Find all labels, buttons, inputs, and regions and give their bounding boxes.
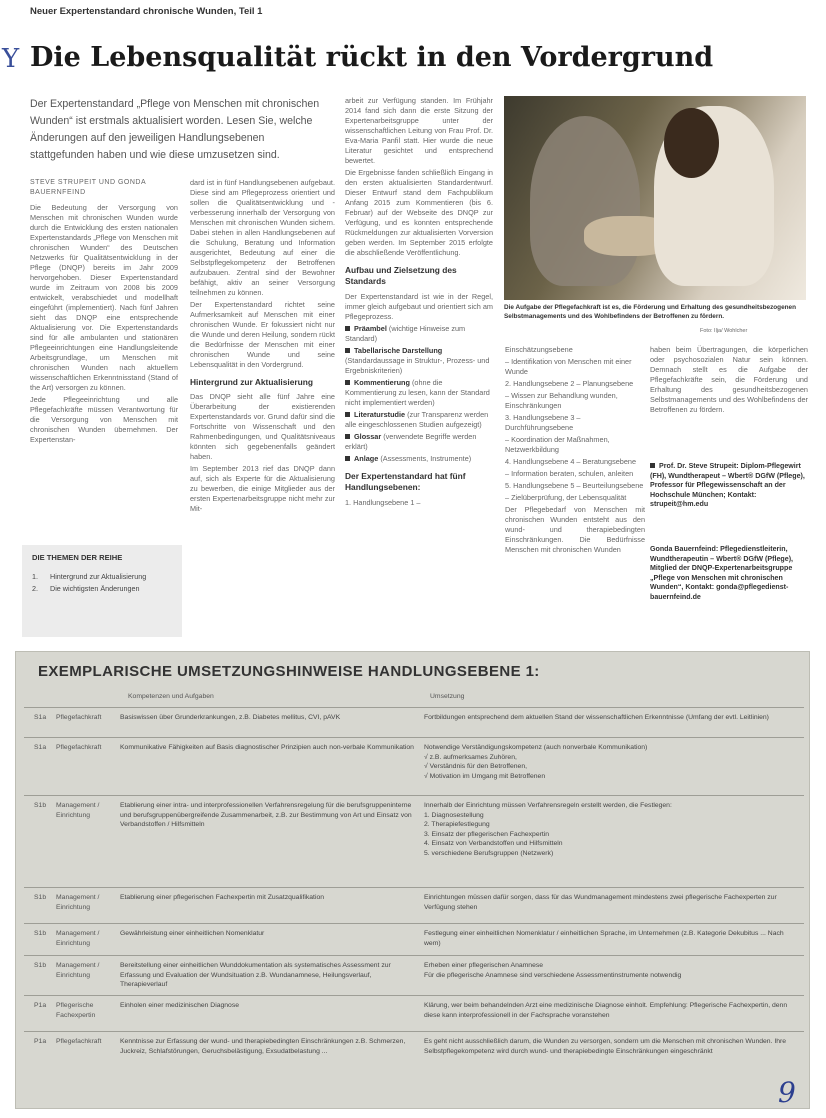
author-bio-bauernfeind: Gonda Bauernfeind: Pflegedienstleiterin, Wundtherapeutin – Wbert® DGfW (Pflege), Mitglied der DNQP-Expertenarbeitsgruppe „Pflege von Menschen mit chronischen Wunden“, Kontakt: gonda@pflegedienst-bauernfeind.de: [650, 545, 794, 601]
paragraph: Der Pflegebedarf von Menschen mit chronischen Wunden entsteht aus den wund- und therapiebedingten Einschränkungen. Die Bedürfnisse Menschen mit chronischen Wunden: [505, 504, 645, 554]
section-heading: Hintergrund zur Aktualisierung: [190, 376, 313, 387]
implementation-table: [24, 707, 804, 1071]
implementation-table-box: [15, 651, 810, 1109]
list-item: Glossar (verwendete Begriffe werden erklärt): [345, 431, 477, 451]
table-row: [24, 923, 804, 955]
table-row: [24, 1031, 804, 1071]
table-cell-impl: Es geht nicht ausschließlich darum, die Wunden zu versorgen, sondern um die Menschen mit chronischen Wunden. Ihre Selbstpflegekompetenz wird durch wund- und therapiebedingte Einschränkungen eingeschränkt: [424, 1038, 787, 1055]
paragraph: Der Expertenstandard ist wie in der Regel, immer gleich aufgebaut und orientiert sich am Pflegeprozess.: [345, 291, 493, 321]
table-cell-task: Einholen einer medizinischen Diagnose: [120, 1002, 240, 1009]
paragraph: Die Bedeutung der Versorgung von Menschen mit chronischen Wunden wurde durch die Entwicklung des ersten nationalen Expertenstandards „Pflege von Menschen mit chronischen Wunden“ des Deutschen Netzwerks für Qualitätsentwicklung in der Pflege (DNQP) bereits im Jahr 2009 hervorgehoben. Dieser Expertenstandard wurde im Zeitraum von 2008 bis 2009 entwickelt, verabschiedet und modellhaft eingeführt (implementiert). Nach fünf Jahren sieht das DNQP eine entsprechende Aktualisierung vor. Die Expertenstandards sind für alle ambulanten und stationären Pflegeeinrichtungen eine Handlungsleitende Arbeitsgrundlage, um Menschen mit chronischen Wunden nach aktuellem wissenschaftlichen Erkenntnisstand (Stand of the Art) versorgen zu können.: [30, 203, 178, 392]
table-cell-impl: Innerhalb der Einrichtung müssen Verfahrensregeln erstellt werden, die Festlegen: 1. Diagnosestellung 2. Therapiefestlegung 3. Einsatz der pflegerischen Fachexpertin 4. Einsatz von Verbandstoffen und Hilfsmitteln 5. verschiedene Berufsgruppen (Netzwerk): [424, 802, 672, 857]
table-cell-impl: Klärung, wer beim behandelnden Arzt eine medizinische Diagnose einholt. Empfehlung: Pflegerische Fachexpertin, denn diese kann interprofessionell in der Fachsprache voranstehen: [424, 1002, 788, 1019]
table-cell-impl: Einrichtungen müssen dafür sorgen, dass für das Wundmanagement mindestens zwei pflegerische Fachexperten zur Verfügung stehen: [424, 894, 777, 911]
table-row: [24, 995, 804, 1031]
table-cell-code: S1b: [34, 930, 47, 937]
table-row: [24, 955, 804, 995]
level-line: – Identifikation von Menschen mit einer Wunde: [505, 356, 632, 376]
level-line: 2. Handlungsebene 2 – Planungsebene: [505, 378, 634, 388]
section-heading: Aufbau und Zielsetzung des Standards: [345, 264, 457, 287]
column-3: [345, 96, 493, 634]
list-item: Kommentierung (ohne die Kommentierung zu lesen, kann der Standard nicht implementiert werden): [345, 377, 490, 407]
structure-list: [345, 324, 493, 464]
series-topics-title: DIE THEMEN DER REIHE: [32, 553, 123, 562]
paragraph: Im September 2013 rief das DNQP dann auf, sich als Experte für die Aktualisierung zu bewerben, die einige Mitglieder aus der ersten Expertenarbeitsgruppe nicht mehr zur Mit-: [190, 464, 335, 514]
level-line: Einschätzungsebene: [505, 345, 573, 354]
article-title: Die Lebensqualität rückt in den Vordergrund: [30, 42, 714, 73]
level-line: 3. Handlungsebene 3 – Durchführungsebene: [505, 412, 581, 432]
table-header-implementation: Umsetzung: [430, 693, 465, 700]
table-cell-code: S1b: [34, 962, 47, 969]
author-line: STEVE STRUPEIT UND GONDA BAUERNFEIND: [30, 179, 146, 196]
level-line: – Koordination der Maßnahmen, Netzwerkbildung: [505, 434, 610, 454]
table-header-tasks: Kompetenzen und Aufgaben: [128, 693, 214, 700]
series-topic-item: 1. Hintergrund zur Aktualisierung: [32, 572, 147, 581]
table-cell-task: Bereitstellung einer einheitlichen Wunddokumentation als systematisches Assessment zur Erfassung und Evaluation der Wundsituation z.B. Wundanamnese, Heilungsverlauf, Therapieverlauf: [120, 962, 391, 989]
paragraph: Der Expertenstandard richtet seine Aufmerksamkeit auf Menschen mit einer chronischen Wunde. Er fokussiert nicht nur die Wunde und deren Heilung, sondern rückt die Bedürfnisse der Menschen mit einer chronischen Wunde und seine Lebensqualität in den Vordergrund.: [190, 299, 335, 369]
paragraph: haben beim Übertragungen, die körperlichen oder psychosozialen Natur sein können. Demnach stellt es die Aufgabe der Pflegefachkräfte sein, die Förderung und Erhaltung des gesundheitsbezogenen Selbstmanagements und des Wohlbefindens der Betroffenen zu fördern.: [650, 345, 808, 414]
level-line: 4. Handlungsebene 4 – Beratungsebene: [505, 456, 637, 466]
paragraph: Die Ergebnisse fanden schließlich Eingang in den ersten aktualisierten Standardentwurf. Dieser Entwurf stand dem Fachpublikum Anfang 2015 zum Kommentieren (bis 6. Februar) auf der Webseite des DNQP zur Verfügung, und es konnten entsprechende Rückmeldungen zur aktualisierten Vorversion geben werden. Im September 2015 erfolgte die abschließende Veröffentlichung.: [345, 167, 493, 257]
handwritten-mark: Y: [2, 44, 20, 74]
photo-caption: Die Aufgabe der Pflegefachkraft ist es, die Förderung und Erhaltung des gesundheitsbezogenen Selbstmanagements und des Wohlbefindens der Betroffenen zu fördern.: [504, 304, 797, 320]
article-photo: [504, 96, 806, 300]
table-cell-role: Pflegefachkraft: [56, 744, 102, 751]
table-cell-role: Pflegerische Fachexpertin: [56, 1002, 96, 1019]
table-cell-code: S1b: [34, 894, 47, 901]
article-lead: Der Expertenstandard „Pflege von Menschen mit chronischen Wunden“ ist erstmals aktualisiert worden. Lesen Sie, welche Änderungen auf den jeweiligen Handlungsebenen stattgefunden haben und wie diese umzusetzen sind.: [30, 98, 320, 161]
table-cell-code: S1a: [34, 714, 47, 721]
column-2: [190, 178, 335, 633]
table-cell-task: Kenntnisse zur Erfassung der wund- und therapiebedingten Einschränkungen z.B. Schmerzen, Juckreiz, Schlafstörungen, Geruchsbelästigung, Exsudatbelastung ...: [120, 1038, 406, 1055]
column-4: [505, 345, 645, 635]
table-row: [24, 737, 804, 795]
photo-credit: Foto: Ilja/ Wohlcher: [700, 328, 748, 334]
table-cell-impl: Festlegung einer einheitlichen Nomenklatur / einheitlichen Sprache, im Unternehmen (z.B. Kategorie Dekubitus ... Nach wem): [424, 930, 784, 947]
table-cell-role: Management / Einrichtung: [56, 894, 100, 911]
table-cell-role: Management / Einrichtung: [56, 962, 100, 979]
article-kicker: Neuer Expertenstandard chronische Wunden, Teil 1: [30, 6, 263, 17]
list-item: Präambel (wichtige Hinweise zum Standard): [345, 323, 466, 343]
column-5: [650, 345, 808, 445]
table-cell-role: Pflegefachkraft: [56, 714, 102, 721]
list-item: Anlage (Assessments, Instrumente): [345, 454, 493, 464]
level-line: – Wissen zur Behandlung wunden, Einschränkungen: [505, 390, 618, 410]
table-cell-task: Etablierung einer pflegerischen Fachexpertin mit Zusatzqualifikation: [120, 894, 325, 901]
table-cell-task: Etablierung einer intra- und interprofessionellen Verfahrensregelung für die berufsgruppeninterne und berufsgruppenübergreifende Zusammenarbeit, z.B. zur Bestimmung von Art und Einsatz von Verbandstoffen / Hilfsmitteln: [120, 802, 412, 829]
paragraph: Jede Pflegeeinrichtung und alle Pflegefachkräfte müssen Verantwortung für die Versorgung von Menschen mit chronischen Wunden übernehmen. Der Expertenstan-: [30, 394, 178, 444]
column-1: [30, 178, 178, 540]
paragraph: 1. Handlungsebene 1 –: [345, 497, 421, 507]
paragraph: dard ist in fünf Handlungsebenen aufgebaut. Diese sind am Pflegeprozess orientiert und sollen die Qualitätsentwicklung und -verbesserung innerhalb der Versorgung von Menschen mit chronischen Wunden sichern. Dabei stehen in allen Handlungsebenen auf die Schulung, Beratung und Information ausgerichtet, Bedeutung auf einer die Selbstpflegekompetenz der Betroffenen aufzubauen. Zentral sind der Bewohner befähigt, aktiv an seiner Versorgung teilnehmen zu können.: [190, 178, 335, 297]
table-cell-task: Gewährleistung einer einheitlichen Nomenklatur: [120, 930, 265, 937]
list-item: Tabellarische Darstellung (Standardaussage in Struktur-, Prozess- und Ergebniskriterien): [345, 345, 490, 375]
series-topics-box: [22, 545, 182, 637]
series-topic-item: 2. Die wichtigsten Änderungen: [32, 584, 140, 593]
table-cell-code: S1b: [34, 802, 47, 809]
paragraph: Das DNQP sieht alle fünf Jahre eine Überarbeitung der existierenden Expertenstandards vor. Grund dafür sind die Fortschritte von Wissenschaft und den Rahmenbedingungen, und Qualitätsniveaus könnten sich gegebenenfalls geändert haben.: [190, 392, 335, 462]
table-cell-role: Management / Einrichtung: [56, 930, 100, 947]
table-cell-task: Kommunikative Fähigkeiten auf Basis diagnostischer Prinzipien auch non-verbale Kommunikation: [120, 744, 414, 751]
table-cell-code: P1a: [34, 1002, 47, 1009]
list-item: Literaturstudie (zur Transparenz werden alle eingeschlossenen Studien aufgezeigt): [345, 409, 489, 429]
section-heading: Der Expertenstandard hat fünf Handlungsebenen:: [345, 470, 466, 493]
table-row: [24, 707, 804, 737]
author-bio-strupeit: Prof. Dr. Steve Strupeit: Diplom-Pflegewirt (FH), Wundtherapeut – Wbert® DGfW (Pflege), Professor für Pflegewissenschaft an der Hochschule München; Kontakt: strupeit@hm.edu: [650, 462, 805, 509]
table-title: EXEMPLARISCHE UMSETZUNGSHINWEISE HANDLUNGSEBENE 1:: [38, 663, 540, 680]
table-cell-code: S1a: [34, 744, 47, 751]
level-line: – Zielüberprüfung, der Lebensqualität: [505, 492, 627, 502]
paragraph: arbeit zur Verfügung standen. Im Frühjahr 2014 fand sich dann die erste Sitzung der Expertenarbeitsgruppe unter der wissenschaftlichen Leitung von Frau Prof. Dr. Eva-Maria Panfil statt. Hier wurde die neue Literatur gesichtet und entsprechend bewertet.: [345, 96, 493, 165]
level-line: 5. Handlungsebene 5 – Beurteilungsebene: [505, 480, 644, 490]
table-cell-code: P1a: [34, 1038, 47, 1045]
table-cell-role: Pflegefachkraft: [56, 1038, 102, 1045]
table-cell-role: Management / Einrichtung: [56, 802, 100, 819]
table-cell-impl: Erheben einer pflegerischen Anamnese Für die pflegerische Anamnese sind verschiedene Assessmentinstrumente notwendig: [424, 962, 682, 979]
table-cell-task: Basiswissen über Grunderkrankungen, z.B. Diabetes mellitus, CVI, pAVK: [120, 714, 341, 721]
page-number: 9: [778, 1076, 796, 1109]
table-row: [24, 887, 804, 923]
table-cell-impl: Fortbildungen entsprechend dem aktuellen Stand der wissenschaftlichen Erkenntnisse (Umfang der evtl. Leitlinien): [424, 714, 769, 721]
table-row: [24, 795, 804, 887]
table-cell-impl: Notwendige Verständigungskompetenz (auch nonverbale Kommunikation) √ z.B. aufmerksames Zuhören, √ Verständnis für den Betroffenen, √ Motivation im Umgang mit Betroffenen: [424, 744, 648, 780]
level-line: – Information beraten, schulen, anleiten: [505, 468, 634, 478]
